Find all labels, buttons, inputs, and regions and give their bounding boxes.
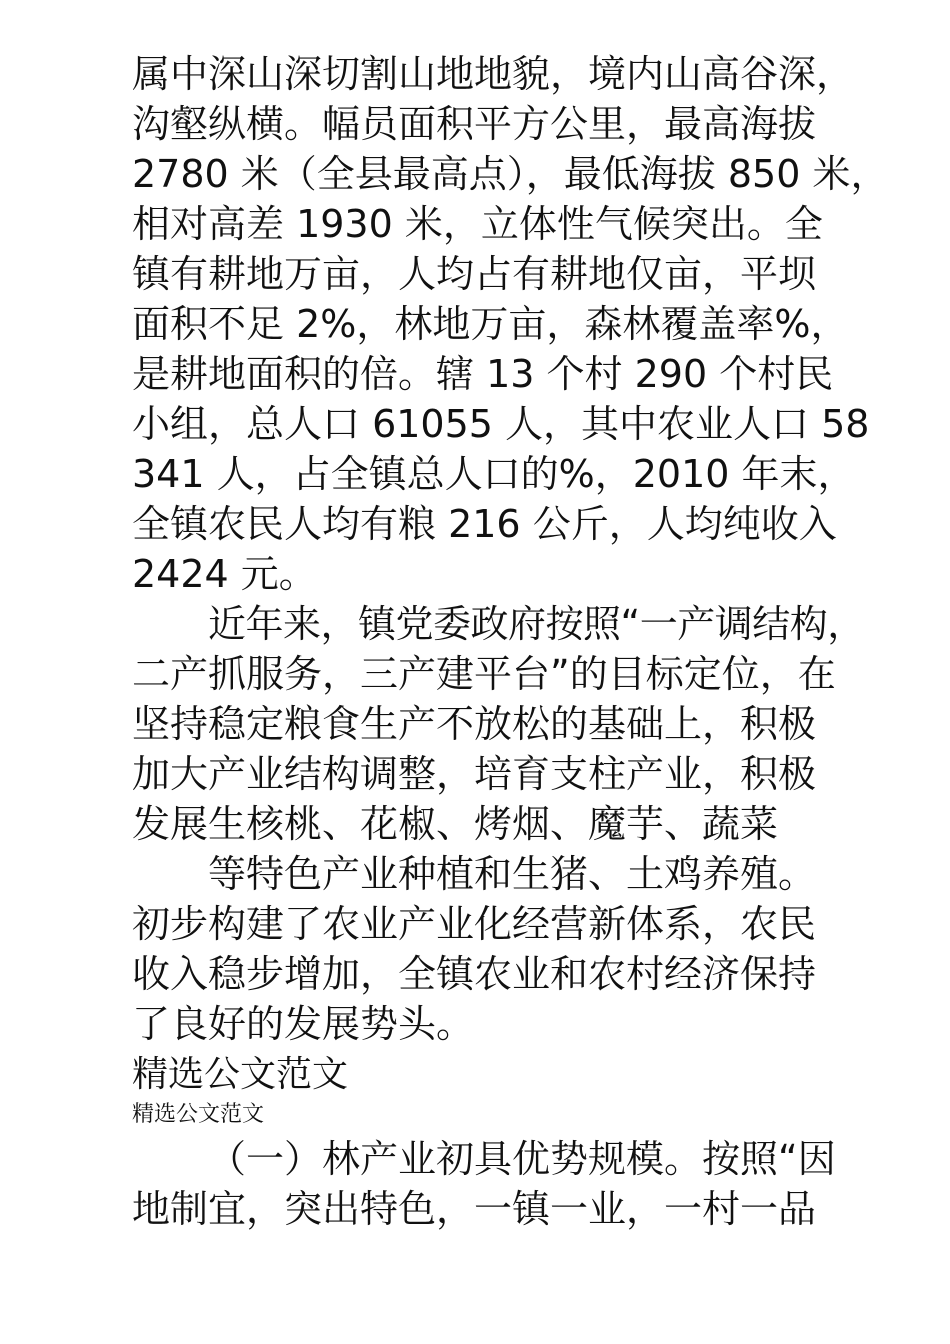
- text-line: 了良好的发展势头。: [132, 1002, 475, 1046]
- text-line: 2780 米（全县最高点），最低海拔 850 米，: [132, 152, 889, 196]
- text-line: 等特色产业种植和生猪、土鸡养殖。: [208, 852, 817, 896]
- text-line: 地制宜，突出特色，一镇一业，一村一品: [132, 1187, 817, 1231]
- text-line: 属中深山深切割山地地貌，境内山高谷深，: [132, 52, 855, 96]
- footer-label-large: 精选公文范文: [132, 1054, 349, 1095]
- text-line: 初步构建了农业产业化经营新体系，农民: [132, 902, 817, 946]
- text-line: 相对高差 1930 米，立体性气候突出。全: [132, 202, 823, 246]
- text-line: 小组，总人口 61055 人，其中农业人口 58: [132, 402, 870, 446]
- text-line: 全镇农民人均有粮 216 公斤，人均纯收入: [132, 502, 837, 546]
- text-line: 坚持稳定粮食生产不放松的基础上，积极: [132, 702, 817, 746]
- text-line: 镇有耕地万亩，人均占有耕地仅亩，平坝: [132, 252, 817, 296]
- text-line: 加大产业结构调整，培育支柱产业，积极: [132, 752, 817, 796]
- text-line: 面积不足 2%，林地万亩，森林覆盖率%，: [132, 302, 849, 346]
- footer-label-small: 精选公文范文: [132, 1102, 265, 1127]
- text-line: （一）林产业初具优势规模。按照“因: [208, 1137, 836, 1181]
- text-line: 沟壑纵横。幅员面积平方公里，最高海拔: [132, 102, 817, 146]
- text-line: 是耕地面积的倍。辖 13 个村 290 个村民: [132, 352, 834, 396]
- text-line: 2424 元。: [132, 552, 317, 596]
- text-line: 近年来，镇党委政府按照“一产调结构，: [208, 602, 865, 646]
- text-line: 341 人，占全镇总人口的%，2010 年末，: [132, 452, 856, 496]
- text-line: 收入稳步增加，全镇农业和农村经济保持: [132, 952, 817, 996]
- text-line: 二产抓服务，三产建平台”的目标定位，在: [132, 652, 836, 696]
- text-line: 发展生核桃、花椒、烤烟、魔芋、蔬菜: [132, 802, 779, 846]
